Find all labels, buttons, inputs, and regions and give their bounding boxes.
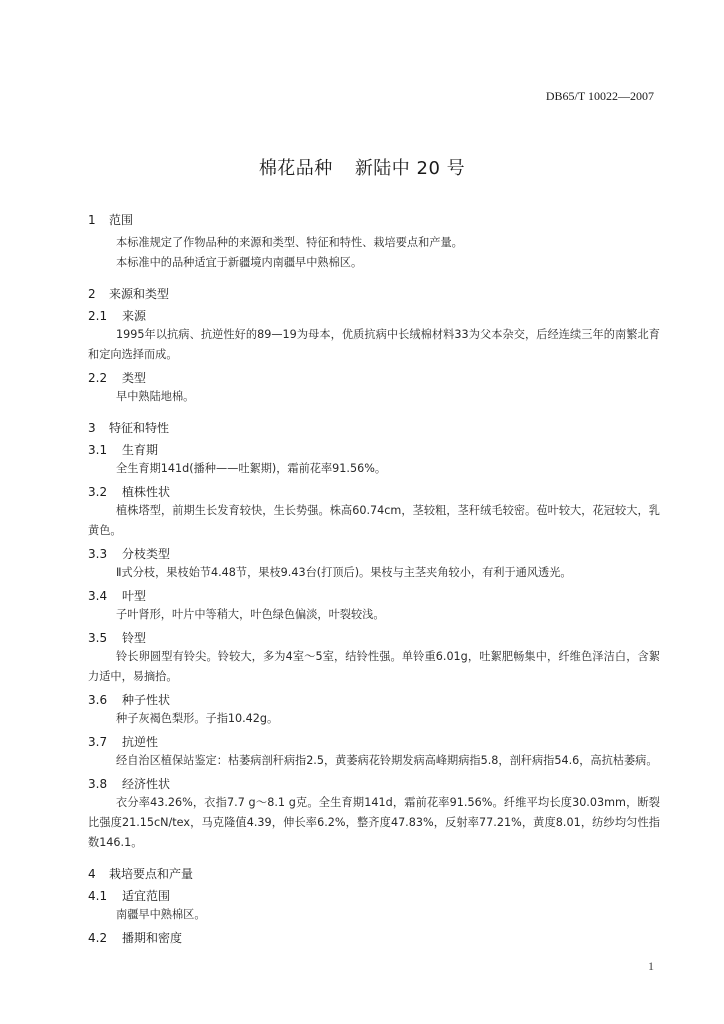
section-number: 1 — [88, 213, 96, 227]
section-title: 适宜范围 — [122, 889, 171, 903]
section-number: 3.3 — [88, 547, 108, 561]
section-number: 3.5 — [88, 631, 108, 645]
section-number: 2.1 — [88, 309, 108, 323]
subsection-heading — [88, 307, 660, 325]
document-body — [88, 211, 660, 947]
paragraph: 子叶肾形，叶片中等稍大，叶色绿色偏淡，叶裂较浅。 — [116, 608, 385, 621]
section-heading — [88, 419, 660, 437]
section-number: 3.4 — [88, 589, 108, 603]
section-title: 经济性状 — [122, 777, 171, 791]
paragraph: 1995年以抗病、抗逆性好的89—19为母本，优质抗病中长绒棉材料33为父本杂交，后经连续三年的南繁北育和定向选择而成。 — [88, 328, 660, 361]
title-part-2: 新陆中 20 号 — [354, 158, 466, 179]
section-number: 4 — [88, 867, 96, 881]
section-heading — [88, 865, 660, 883]
paragraph: 本标准中的品种适宜于新疆境内南疆早中熟棉区。 — [116, 256, 363, 269]
subsection-heading — [88, 545, 660, 563]
paragraph: 植株塔型，前期生长发育较快，生长势强。株高60.74cm，茎较粗，茎秆绒毛较密。苞叶较大，花冠较大，乳黄色。 — [88, 504, 660, 537]
paragraph: 全生育期141d(播种——吐絮期)，霜前花率91.56%。 — [116, 462, 387, 475]
paragraph: 种子灰褐色梨形。子指10.42g。 — [116, 712, 279, 725]
section-title: 播期和密度 — [122, 931, 183, 945]
section-number: 2 — [88, 287, 96, 301]
subsection-heading — [88, 441, 660, 459]
section-title: 铃型 — [122, 631, 147, 645]
subsection-heading — [88, 483, 660, 501]
standard-code: DB65/T 10022—2007 — [545, 89, 654, 103]
section-number: 3.7 — [88, 735, 108, 749]
paragraph: 铃长卵圆型有铃尖。铃较大，多为4室～5室，结铃性强。单铃重6.01g，吐絮肥畅集中，纤维色泽洁白，含絮力适中，易摘拾。 — [88, 650, 660, 683]
section-number: 3.2 — [88, 485, 108, 499]
subsection-heading — [88, 691, 660, 709]
section-heading — [88, 285, 660, 303]
subsection-heading — [88, 369, 660, 387]
section-title: 叶型 — [122, 589, 147, 603]
paragraph: 本标准规定了作物品种的来源和类型、特征和特性、栽培要点和产量。 — [116, 236, 463, 249]
title-part-1: 棉花品种 — [258, 158, 333, 179]
page-number: 1 — [648, 959, 654, 973]
subsection-heading — [88, 887, 660, 905]
paragraph: 经自治区植保站鉴定：枯萎病剖秆病指2.5，黄萎病花铃期发病高峰期病指5.8，剖秆病指54.6，高抗枯萎病。 — [116, 754, 658, 767]
paragraph: 南疆早中熟棉区。 — [116, 908, 206, 921]
subsection-heading — [88, 733, 660, 751]
section-title: 抗逆性 — [122, 735, 159, 749]
section-number: 3 — [88, 421, 96, 435]
section-title: 生育期 — [122, 443, 159, 457]
section-title: 分枝类型 — [122, 547, 171, 561]
subsection-heading — [88, 775, 660, 793]
paragraph: 早中熟陆地棉。 — [116, 390, 195, 403]
section-number: 3.1 — [88, 443, 108, 457]
section-title: 栽培要点和产量 — [109, 867, 194, 881]
subsection-heading — [88, 929, 660, 947]
paragraph: Ⅱ式分枝，果枝始节4.48节，果枝9.43台(打顶后)。果枝与主茎夹角较小，有利于通风透光。 — [116, 566, 572, 579]
section-title: 种子性状 — [122, 693, 171, 707]
subsection-heading — [88, 587, 660, 605]
paragraph: 衣分率43.26%，衣指7.7 g～8.1 g克。全生育期141d，霜前花率91.56%。纤维平均长度30.03mm，断裂比强度21.15cN/tex，马克隆值4.39，伸长率6.2%，整齐度47.83%，反射率77.21%，黄度8.01，纺纱均匀性指数146.1。 — [88, 796, 660, 849]
section-title: 来源 — [122, 309, 147, 323]
section-title: 特征和特性 — [109, 421, 170, 435]
section-title: 类型 — [122, 371, 147, 385]
section-number: 3.8 — [88, 777, 108, 791]
document-title — [0, 154, 724, 180]
section-number: 4.1 — [88, 889, 108, 903]
section-title: 植株性状 — [122, 485, 171, 499]
section-number: 3.6 — [88, 693, 108, 707]
subsection-heading — [88, 629, 660, 647]
section-number: 2.2 — [88, 371, 108, 385]
section-heading — [88, 211, 660, 229]
section-number: 4.2 — [88, 931, 108, 945]
section-title: 范围 — [109, 213, 134, 227]
section-title: 来源和类型 — [109, 287, 170, 301]
